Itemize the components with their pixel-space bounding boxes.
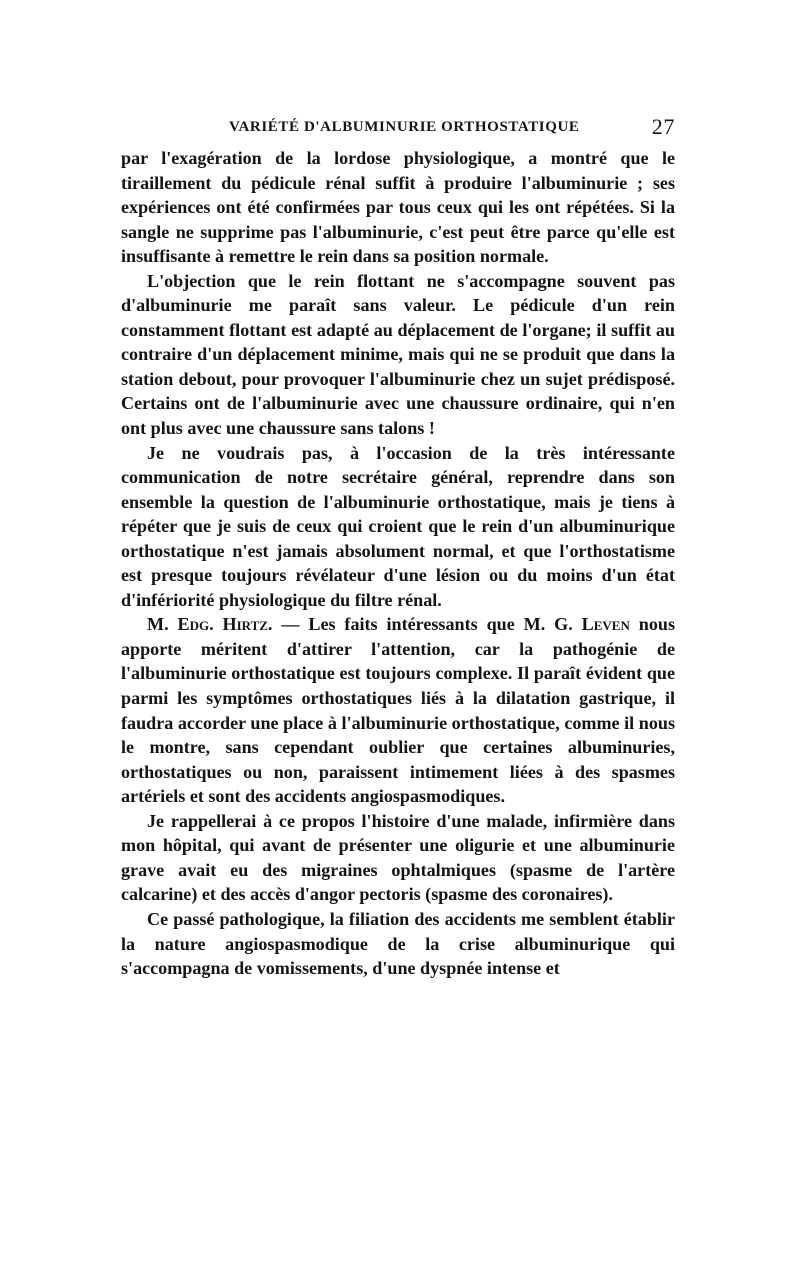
page-number: 27 xyxy=(651,114,675,139)
running-title: VARIÉTÉ D'ALBUMINURIE ORTHOSTATIQUE xyxy=(229,119,580,135)
book-page xyxy=(121,112,675,981)
paragraph-4 xyxy=(121,612,675,808)
paragraph-1: par l'exagération de la lordose physiologique, a montré que le tiraillement du pédicule rénal suffit à produire l'albuminurie ; ses expériences ont été confirmées par tous ceux qui les ont répétées. Si la sangle ne supprime pas l'albuminurie, c'est peut être parce qu'elle est insuffisante à remettre le rein dans sa position normale. xyxy=(121,148,675,267)
paragraph-4-text-after: nous apporte méritent d'attirer l'attention, car la pathogénie de l'albuminurie orthostatique est toujours complexe. Il paraît évident que parmi les symptômes orthostatiques liés à la dilatation gastrique, il faudra accorder une place à l'albuminurie orthostatique, comme il nous le montre, sans cependant oublier que certaines albuminuries, orthostatiques ou non, paraissent intimement liées à des spasmes artériels et sont des accidents angiospasmodiques. xyxy=(121,614,675,807)
body-text xyxy=(121,146,675,981)
running-header xyxy=(121,112,675,146)
speaker-name: M. Edg. Hirtz. xyxy=(147,614,273,635)
person-name: G. Leven xyxy=(554,614,630,635)
paragraph-4-text: — Les faits intéressants que M. xyxy=(272,614,555,635)
paragraph-2: L'objection que le rein flottant ne s'accompagne souvent pas d'albuminurie me paraît sans valeur. Le pédicule d'un rein constamment flottant est adapté au déplacement de l'organe; il suffit au contraire d'un déplacement minime, mais qui ne se produit que dans la station debout, pour provoquer l'albuminurie chez un sujet prédisposé. Certains ont de l'albuminurie avec une chaussure ordinaire, qui n'en ont plus avec une chaussure sans talons ! xyxy=(121,270,675,439)
paragraph-6: Ce passé pathologique, la filiation des accidents me semblent établir la nature angiospasmodique de la crise albuminurique qui s'accompagna de vomissements, d'une dyspnée intense et xyxy=(121,908,675,979)
paragraph-3: Je ne voudrais pas, à l'occasion de la très intéressante communication de notre secrétaire général, reprendre dans son ensemble la question de l'albuminurie orthostatique, mais je tiens à répéter que je suis de ceux qui croient que le rein d'un albuminurique orthostatique n'est jamais absolument normal, et que l'orthostatisme est presque toujours révélateur d'une lésion ou du moins d'un état d'infériorité physiologique du filtre rénal. xyxy=(121,442,675,610)
paragraph-5: Je rappellerai à ce propos l'histoire d'une malade, infirmière dans mon hôpital, qui avant de présenter une oligurie et une albuminurie grave avait eu des migraines ophtalmiques (spasme de l'artère calcarine) et des accès d'angor pectoris (spasme des coronaires). xyxy=(121,810,675,905)
